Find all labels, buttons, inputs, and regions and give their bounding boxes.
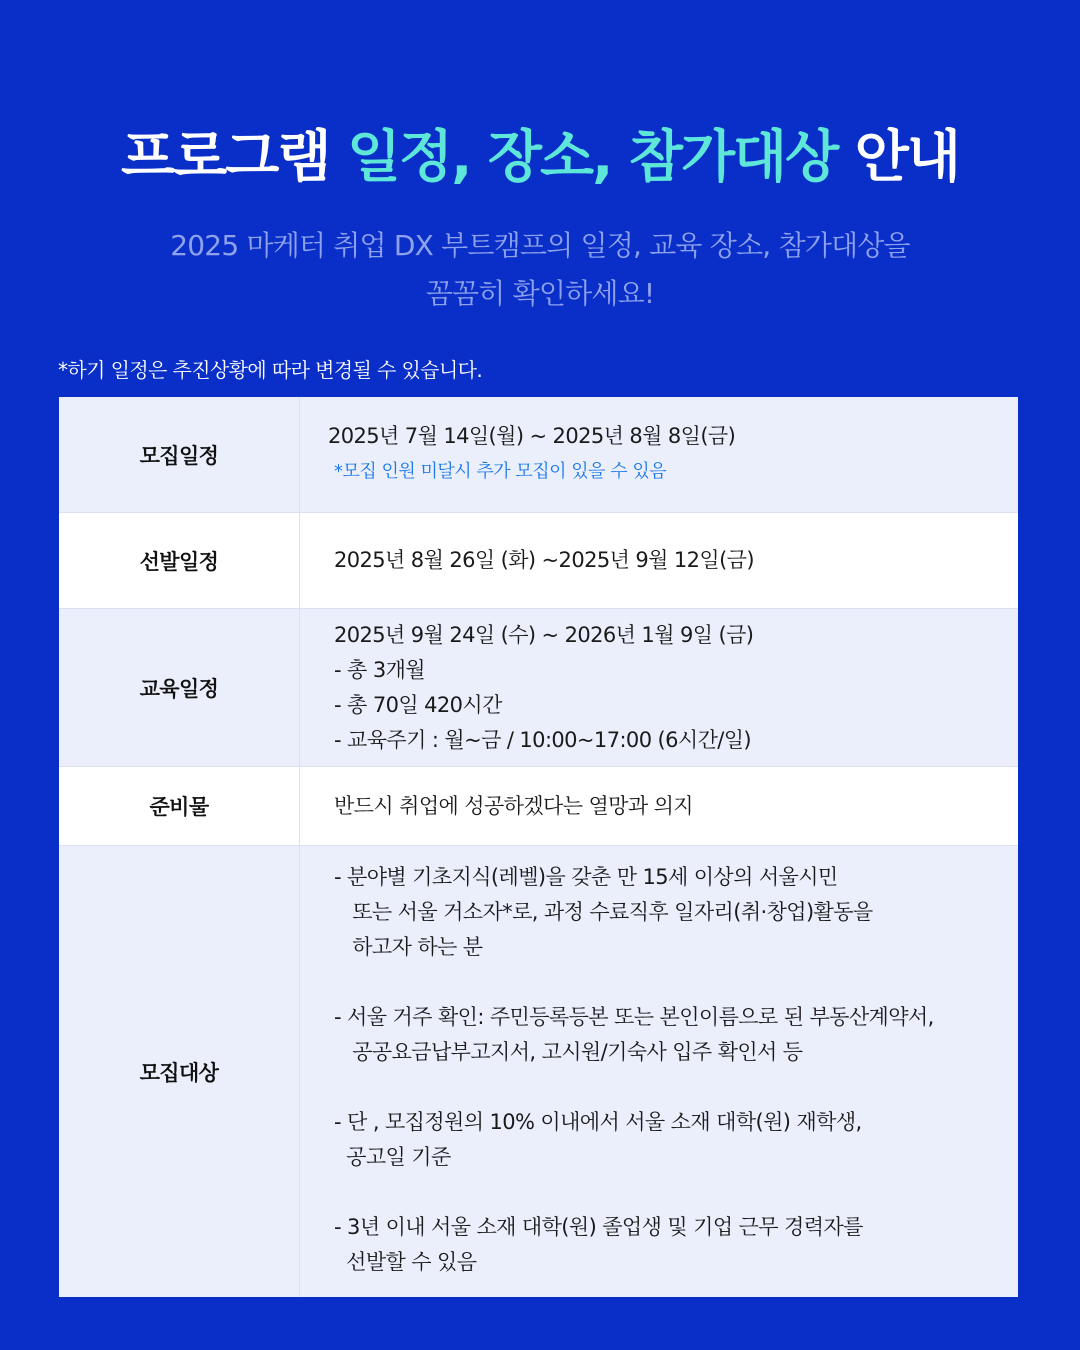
subtitle-line-2: 꼼꼼히 확인하세요! [425,277,655,310]
row-value-target [300,846,1018,1297]
page-title [0,118,1080,198]
schedule-notice: *하기 일정은 추진상황에 따라 변경될 수 있습니다. [58,358,483,382]
target-line: - 서울 거주 확인: 주민등록등본 또는 본인이름으로 된 부동산계약서, [334,1005,934,1029]
subtitle [0,222,1080,318]
spacer [334,965,1018,1000]
target-line: 공고일 기준 [334,1145,451,1169]
target-line: - 단 , 모집정원의 10% 이내에서 서울 소재 대학(원) 재학생, [334,1110,862,1134]
row-preparation [59,767,1018,846]
title-part-3: 안내 [837,125,959,190]
row-value-preparation [300,767,1018,845]
row-label-selection-schedule: 선발일정 [59,513,300,608]
row-selection-schedule [59,513,1018,609]
target-line: - 3년 이내 서울 소재 대학(원) 졸업생 및 기업 근무 경력자를 [334,1215,863,1239]
row-target [59,846,1018,1297]
education-line: - 총 70일 420시간 [334,693,502,717]
spacer [334,1175,1018,1210]
education-line: - 교육주기 : 월~금 / 10:00~17:00 (6시간/일) [334,728,752,752]
row-value-recruit-schedule [300,397,1018,512]
selection-period: 2025년 8월 26일 (화) ~2025년 9월 12일(금) [334,548,754,572]
row-value-education-schedule [300,609,1018,766]
row-education-schedule [59,609,1018,767]
row-label-target: 모집대상 [59,846,300,1297]
target-line: 하고자 하는 분 [334,935,483,959]
target-line: 선발할 수 있음 [334,1250,477,1274]
title-part-1: 프로그램 [121,125,347,190]
target-line: 공공요금납부고지서, 고시원/기숙사 입주 확인서 등 [334,1040,803,1064]
title-part-2-highlight: 일정, 장소, 참가대상 [346,125,838,190]
row-label-preparation: 준비물 [59,767,300,845]
education-line: - 총 3개월 [334,658,425,682]
target-line: - 분야별 기초지식(레벨)을 갖춘 만 15세 이상의 서울시민 [334,865,838,889]
spacer [334,1070,1018,1105]
education-line: 2025년 9월 24일 (수) ~ 2026년 1월 9일 (금) [334,623,754,647]
info-table [59,397,1018,1297]
recruit-note: *모집 인원 미달시 추가 모집이 있을 수 있음 [334,461,667,482]
recruit-period: 2025년 7월 14일(월) ~ 2025년 8월 8일(금) [328,424,736,448]
row-value-selection-schedule [300,513,1018,608]
row-label-recruit-schedule: 모집일정 [59,397,300,512]
preparation-text: 반드시 취업에 성공하겠다는 열망과 의지 [334,794,693,818]
subtitle-line-1: 2025 마케터 취업 DX 부트캠프의 일정, 교육 장소, 참가대상을 [170,229,910,262]
row-label-education-schedule: 교육일정 [59,609,300,766]
row-recruit-schedule [59,397,1018,513]
target-line: 또는 서울 거소자*로, 과정 수료직후 일자리(취·창업)활동을 [334,900,873,924]
